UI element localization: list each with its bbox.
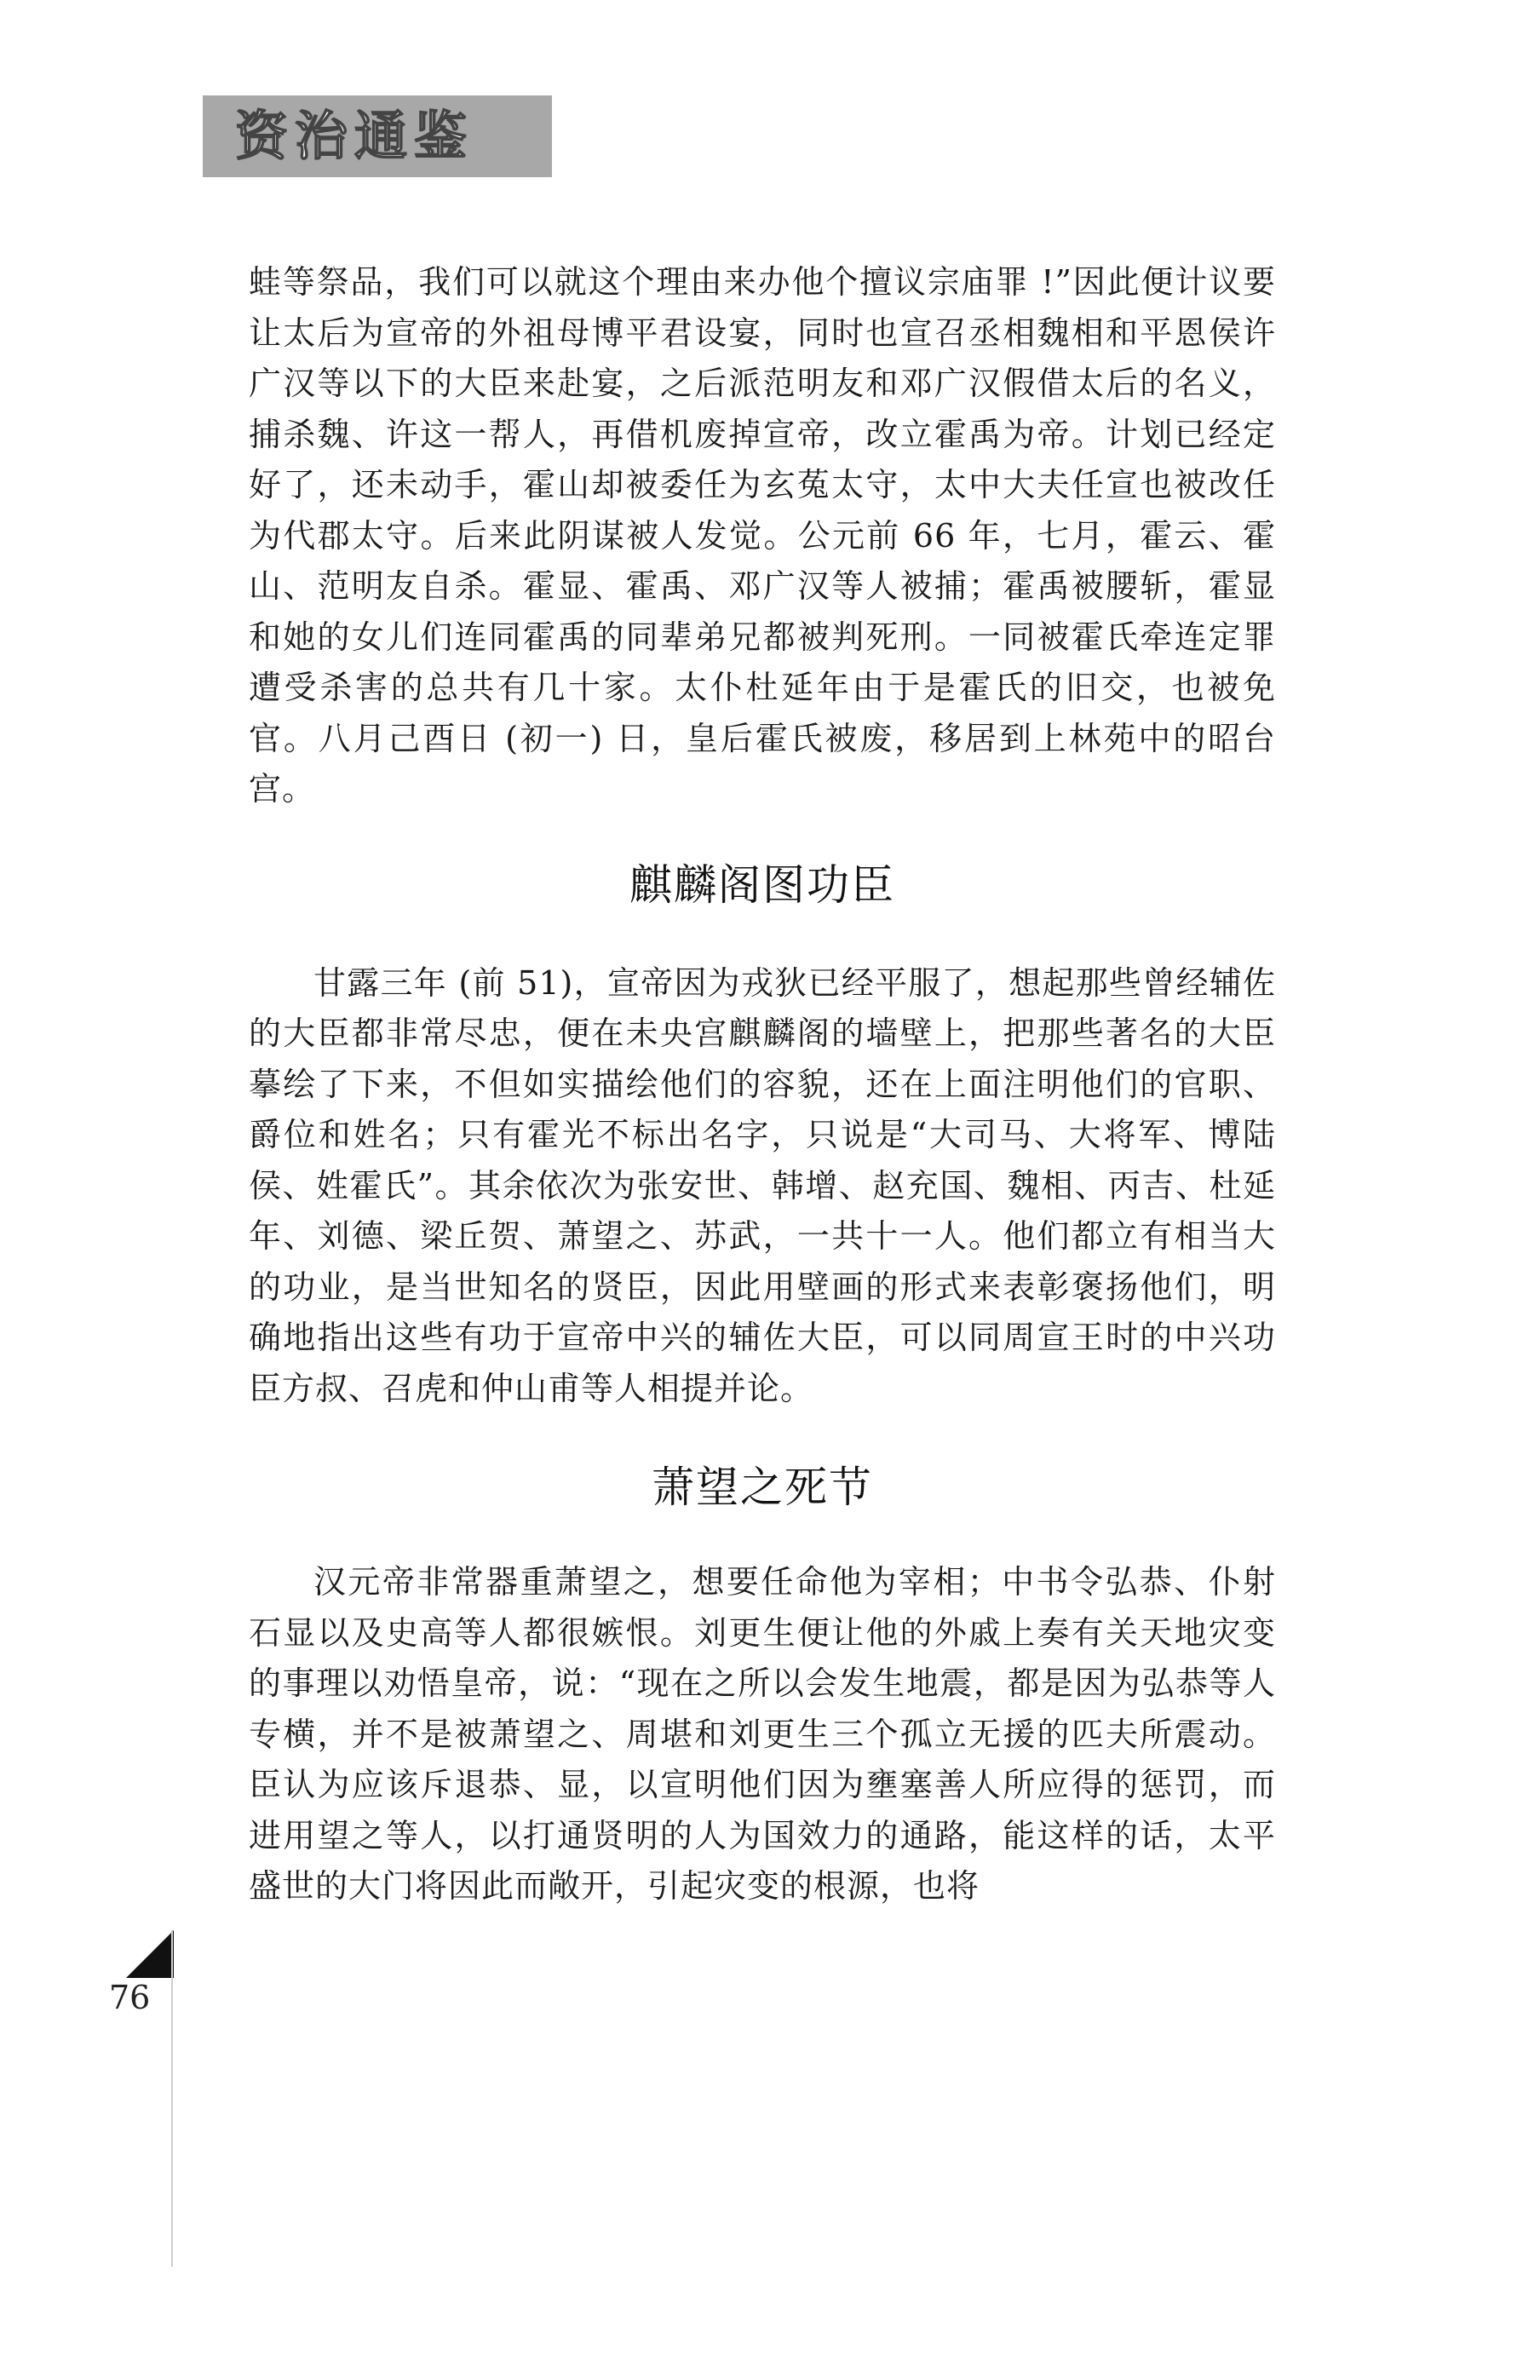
page-number: 76 <box>109 1979 151 2016</box>
page-corner-triangle <box>126 1930 174 1978</box>
gutter-divider <box>171 1930 173 2267</box>
book-title-banner <box>203 95 552 177</box>
section-heading-xiao-wangzhi: 萧望之死节 <box>652 1463 873 1512</box>
section-heading-qilin-pavilion: 麒麟阁图功臣 <box>629 859 895 910</box>
section-paragraph-xiao-wangzhi: 汉元帝非常器重萧望之，想要任命他为宰相；中书令弘恭、仆射石显以及史高等人都很嫉恨。刘更生便让他的外戚上奏有关天地灾变的事理以劝悟皇帝，说：“现在之所以会发生地震，都是因为弘恭等人专横，并不是被萧望之、周堪和刘更生三个孤立无援的匹夫所震动。臣认为应该斥退恭、显，以宣明他们因为壅塞善人所应得的惩罚，而进用望之等人，以打通贤明的人为国效力的通路，能这样的话，太平盛世的大门将因此而敞开，引起灾变的根源，也将 <box>249 1563 1276 1905</box>
page-body <box>249 257 1276 1912</box>
book-title: 资治通鉴 <box>235 105 474 167</box>
section-paragraph-qilin-pavilion: 甘露三年 (前 51)，宣帝因为戎狄已经平服了，想起那些曾经辅佐的大臣都非常尽忠，便在未央宫麒麟阁的墙壁上，把那些著名的大臣摹绘了下来，不但如实描绘他们的容貌，还在上面注明他们的官职、爵位和姓名；只有霍光不标出名字，只说是“大司马、大将军、博陆侯、姓霍氏”。其余依次为张安世、韩增、赵充国、魏相、丙吉、杜延年、刘德、梁丘贺、萧望之、苏武，一共十一人。他们都立有相当大的功业，是当世知名的贤臣，因此用壁画的形式来表彰褒扬他们，明确地指出这些有功于宣帝中兴的辅佐大臣，可以同周宣王时的中兴功臣方叔、召虎和仲山甫等人相提并论。 <box>249 963 1276 1407</box>
continuation-paragraph: 蛙等祭品，我们可以就这个理由来办他个擅议宗庙罪 !”因此便计议要让太后为宣帝的外祖母博平君设宴，同时也宣召丞相魏相和平恩侯许广汉等以下的大臣来赴宴，之后派范明友和邓广汉假借太后的名义，捕杀魏、许这一帮人，再借机废掉宣帝，改立霍禹为帝。计划已经定好了，还未动手，霍山却被委任为玄菟太守，太中大夫任宣也被改任为代郡太守。后来此阴谋被人发觉。公元前 66 年，七月，霍云、霍山、范明友自杀。霍显、霍禹、邓广汉等人被捕；霍禹被腰斩，霍显和她的女儿们连同霍禹的同辈弟兄都被判死刑。一同被霍氏牵连定罪遭受杀害的总共有几十家。太仆杜延年由于是霍氏的旧交，也被免官。八月己酉日 (初一) 日，皇后霍氏被废，移居到上林苑中的昭台宫。 <box>249 263 1276 808</box>
